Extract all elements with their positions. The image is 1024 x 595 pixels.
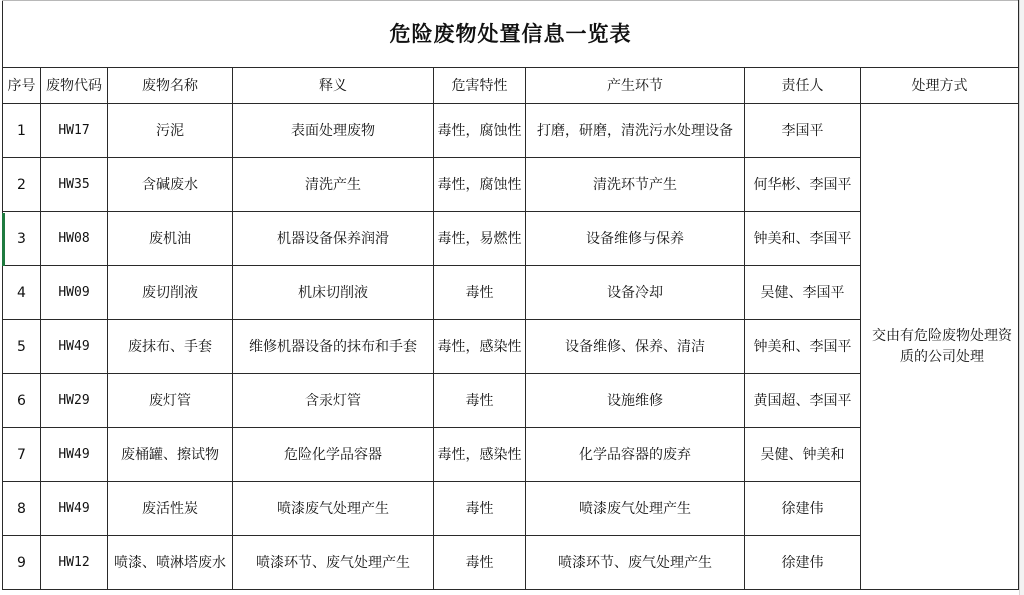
cell-index[interactable]: 4 [3,266,41,320]
cell-code[interactable]: HW17 [41,104,108,158]
selected-row-marker [2,213,5,266]
cell-name[interactable]: 废活性炭 [108,482,233,536]
sheet-right-edge [1019,0,1024,595]
cell-process[interactable]: 设施维修 [526,374,745,428]
cell-method-merged[interactable] [861,104,1019,590]
header-cell-meaning[interactable]: 释义 [233,68,434,104]
cell-owner[interactable]: 吴健、钟美和 [745,428,861,482]
cell-code[interactable]: HW09 [41,266,108,320]
cell-meaning[interactable]: 机床切削液 [233,266,434,320]
table-row [3,104,1019,158]
cell-index[interactable]: 8 [3,482,41,536]
cell-meaning[interactable]: 机器设备保养润滑 [233,212,434,266]
cell-meaning[interactable]: 喷漆废气处理产生 [233,482,434,536]
cell-name[interactable]: 污泥 [108,104,233,158]
cell-owner[interactable]: 何华彬、李国平 [745,158,861,212]
cell-owner[interactable]: 钟美和、李国平 [745,320,861,374]
cell-meaning[interactable]: 含汞灯管 [233,374,434,428]
cell-index[interactable]: 9 [3,536,41,590]
cell-hazard[interactable]: 毒性 [434,536,526,590]
header-cell-process[interactable]: 产生环节 [526,68,745,104]
header-row [3,68,1019,104]
cell-name[interactable]: 含碱废水 [108,158,233,212]
cell-name[interactable]: 废桶罐、擦试物 [108,428,233,482]
waste-disposal-table [2,0,1019,590]
cell-meaning[interactable]: 维修机器设备的抹布和手套 [233,320,434,374]
cell-process[interactable]: 化学品容器的废弃 [526,428,745,482]
cell-owner[interactable]: 李国平 [745,104,861,158]
header-cell-index[interactable]: 序号 [3,68,41,104]
header-cell-name[interactable]: 废物名称 [108,68,233,104]
cell-hazard[interactable]: 毒性 [434,374,526,428]
cell-name[interactable]: 废抹布、手套 [108,320,233,374]
cell-process[interactable]: 喷漆废气处理产生 [526,482,745,536]
method-text: 交由有危险废物处理资质的公司处理 [872,327,1012,365]
cell-hazard[interactable]: 毒性 [434,266,526,320]
cell-process[interactable]: 清洗环节产生 [526,158,745,212]
cell-owner[interactable]: 钟美和、李国平 [745,212,861,266]
cell-owner[interactable]: 吴健、李国平 [745,266,861,320]
cell-hazard[interactable]: 毒性，感染性 [434,428,526,482]
cell-meaning[interactable]: 清洗产生 [233,158,434,212]
cell-index[interactable]: 2 [3,158,41,212]
cell-meaning[interactable]: 喷漆环节、废气处理产生 [233,536,434,590]
cell-hazard[interactable]: 毒性，易燃性 [434,212,526,266]
cell-index[interactable]: 6 [3,374,41,428]
cell-index[interactable]: 5 [3,320,41,374]
cell-hazard[interactable]: 毒性 [434,482,526,536]
header-cell-hazard[interactable]: 危害特性 [434,68,526,104]
cell-owner[interactable]: 徐建伟 [745,482,861,536]
cell-code[interactable]: HW35 [41,158,108,212]
cell-code[interactable]: HW12 [41,536,108,590]
cell-code[interactable]: HW49 [41,428,108,482]
cell-meaning[interactable]: 表面处理废物 [233,104,434,158]
cell-code[interactable]: HW49 [41,320,108,374]
cell-name[interactable]: 废灯管 [108,374,233,428]
cell-name[interactable]: 废切削液 [108,266,233,320]
cell-process[interactable]: 设备维修与保养 [526,212,745,266]
cell-process[interactable]: 设备维修、保养、清洁 [526,320,745,374]
cell-hazard[interactable]: 毒性，感染性 [434,320,526,374]
cell-index[interactable]: 7 [3,428,41,482]
cell-code[interactable]: HW49 [41,482,108,536]
cell-name[interactable]: 废机油 [108,212,233,266]
cell-owner[interactable]: 徐建伟 [745,536,861,590]
cell-process[interactable]: 打磨，研磨，清洗污水处理设备 [526,104,745,158]
cell-process[interactable]: 喷漆环节、废气处理产生 [526,536,745,590]
cell-code[interactable]: HW08 [41,212,108,266]
cell-name[interactable]: 喷漆、喷淋塔废水 [108,536,233,590]
cell-owner[interactable]: 黄国超、李国平 [745,374,861,428]
title-row [3,1,1019,68]
header-cell-method[interactable]: 处理方式 [861,68,1019,104]
cell-meaning[interactable]: 危险化学品容器 [233,428,434,482]
table-title[interactable]: 危险废物处置信息一览表 [3,1,1019,68]
cell-index[interactable]: 1 [3,104,41,158]
header-cell-owner[interactable]: 责任人 [745,68,861,104]
cell-hazard[interactable]: 毒性，腐蚀性 [434,158,526,212]
cell-hazard[interactable]: 毒性，腐蚀性 [434,104,526,158]
cell-process[interactable]: 设备冷却 [526,266,745,320]
header-cell-code[interactable]: 废物代码 [41,68,108,104]
cell-index[interactable]: 3 [3,212,41,266]
cell-code[interactable]: HW29 [41,374,108,428]
